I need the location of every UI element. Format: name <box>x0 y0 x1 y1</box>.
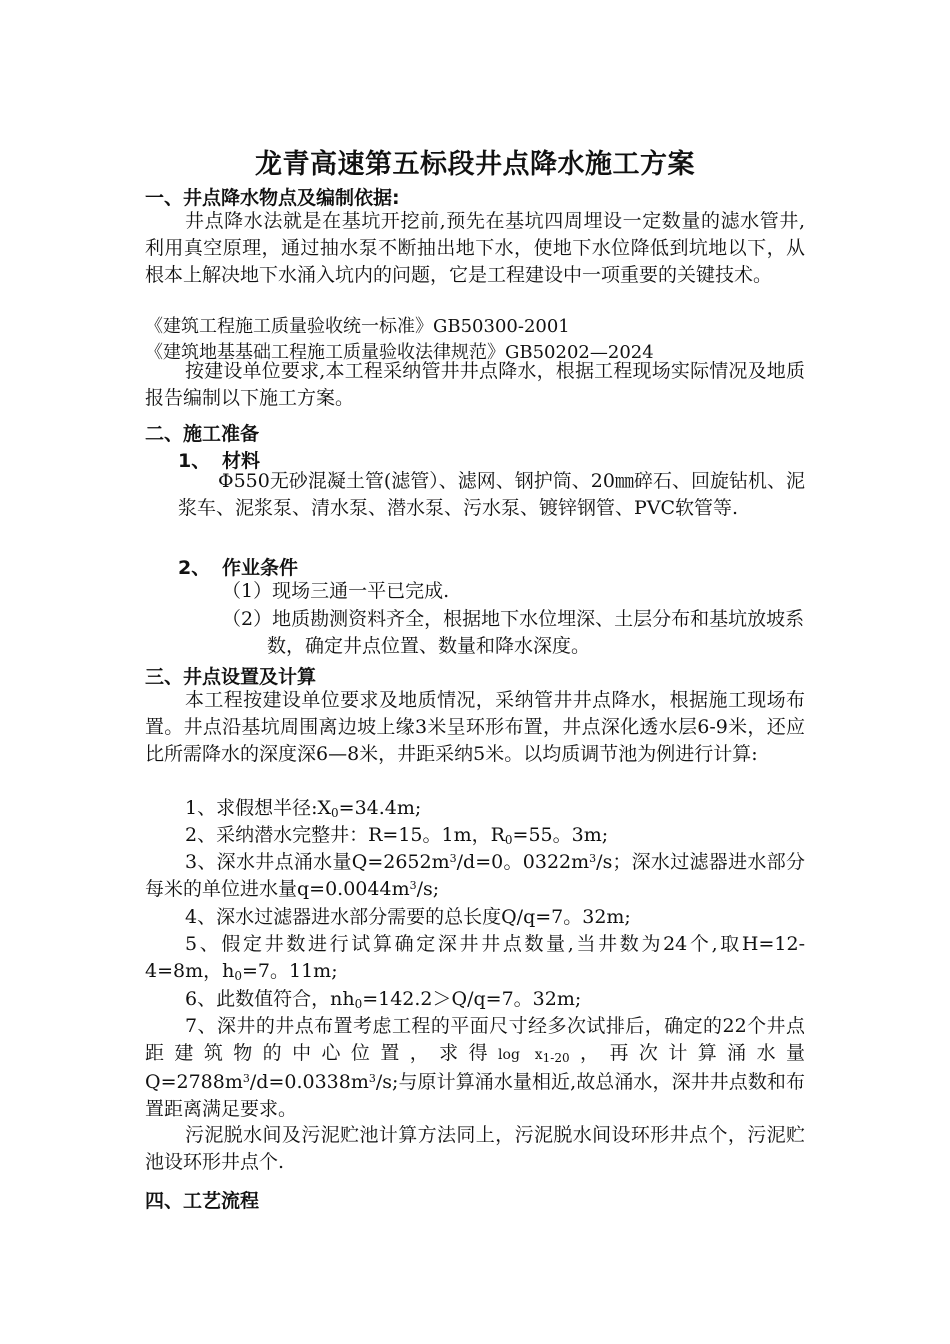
section-1-paragraph-2: 按建设单位要求,本工程采纳管井井点降水，根据工程现场实际情况及地质报告编制以下施工方案。 <box>145 360 805 409</box>
subsection-work-conditions <box>178 553 298 580</box>
subsection-title: 材料 <box>222 450 261 472</box>
calc-item-3: 3、深水井点涌水量$Q=2652m^3/d=0$。$0322m^3/s$；深水过滤器进水部分每米的单位进水量$q=0.0044m^3/s$; <box>145 851 805 900</box>
subsection-title: 作业条件 <box>222 557 299 579</box>
section-1-paragraph-1: 井点降水法就是在基坑开挖前,预先在基坑四周埋设一定数量的滤水管井,利用真空原理，通过抽水泵不断抽出地下水，使地下水位降低到坑地以下，从根本上解决地下水涌入坑内的问题，它是工程建设中一项重要的关键技术。 <box>145 210 805 286</box>
subsection-number: 2、 <box>178 557 211 579</box>
calc-item-7: 7、深井的井点布置考虑工程的平面尺寸经多次试排后，确定的22个井点距建筑物的中心位置，求得$\log x_{1-20}$，再次计算涌水量$Q=2788m^3/d=0.0338m^3/s$;与原计算涌水量相近,故总涌水，深井井点数和布置距离满足要求。 <box>145 1015 805 1120</box>
section-2-heading: 二、施工准备 <box>145 423 260 445</box>
materials-paragraph: Φ550无砂混凝土管(滤管）、滤网、钢护筒、20㎜碎石、回旋钻机、泥浆车、泥浆泵、清水泵、潜水泵、污水泵、镀锌钢管、PVC软管等. <box>178 470 805 519</box>
reference-standard-1: 《建筑工程施工质量验收统一标准》GB50300-2001 <box>145 316 570 337</box>
section-3-heading: 三、井点设置及计算 <box>145 666 317 688</box>
calc-item-2: 2、采纳潜水完整井：R=15。1m，$R_0=55$。3m; <box>185 824 609 847</box>
reference-standard-2: 《建筑地基基础工程施工质量验收法律规范》GB50202—2024 <box>145 342 654 363</box>
section-3-closing-paragraph: 污泥脱水间及污泥贮池计算方法同上，污泥脱水间设环形井点个，污泥贮池设环形井点个. <box>145 1124 805 1173</box>
condition-item-2: （2）地质勘测资料齐全，根据地下水位埋深、土层分布和基坑放坡系数，确定井点位置、数量和降水深度。 <box>222 608 805 657</box>
calc-item-6: 6、此数值符合，$nh_0=142.2>Q/q=7$。32m; <box>185 988 582 1011</box>
section-3-paragraph-1: 本工程按建设单位要求及地质情况，采纳管井井点降水，根据施工现场布置。井点沿基坑周围离边坡上缘3米呈环形布置，井点深化透水层6-9米，还应比所需降水的深度深6—8米，井距采纳5米。以均质调节池为例进行计算: <box>145 689 805 765</box>
subsection-number: 1、 <box>178 450 211 472</box>
section-4-heading: 四、工艺流程 <box>145 1190 260 1212</box>
condition-item-1: （1）现场三通一平已完成. <box>222 580 450 602</box>
section-1-heading: 一、井点降水物点及编制依据: <box>145 187 400 209</box>
calc-item-4: 4、深水过滤器进水部分需要的总长度Q/q=7。32m; <box>185 906 631 928</box>
calc-item-1: 1、求假想半径$:X_0=34.4m$; <box>185 797 422 820</box>
calc-item-5: 5、假定井数进行试算确定深井井点数量,当井数为24个,取H=12-4=8m，$h_0=7$。11m; <box>145 933 805 983</box>
document-title: 龙青高速第五标段井点降水施工方案 <box>255 149 695 180</box>
